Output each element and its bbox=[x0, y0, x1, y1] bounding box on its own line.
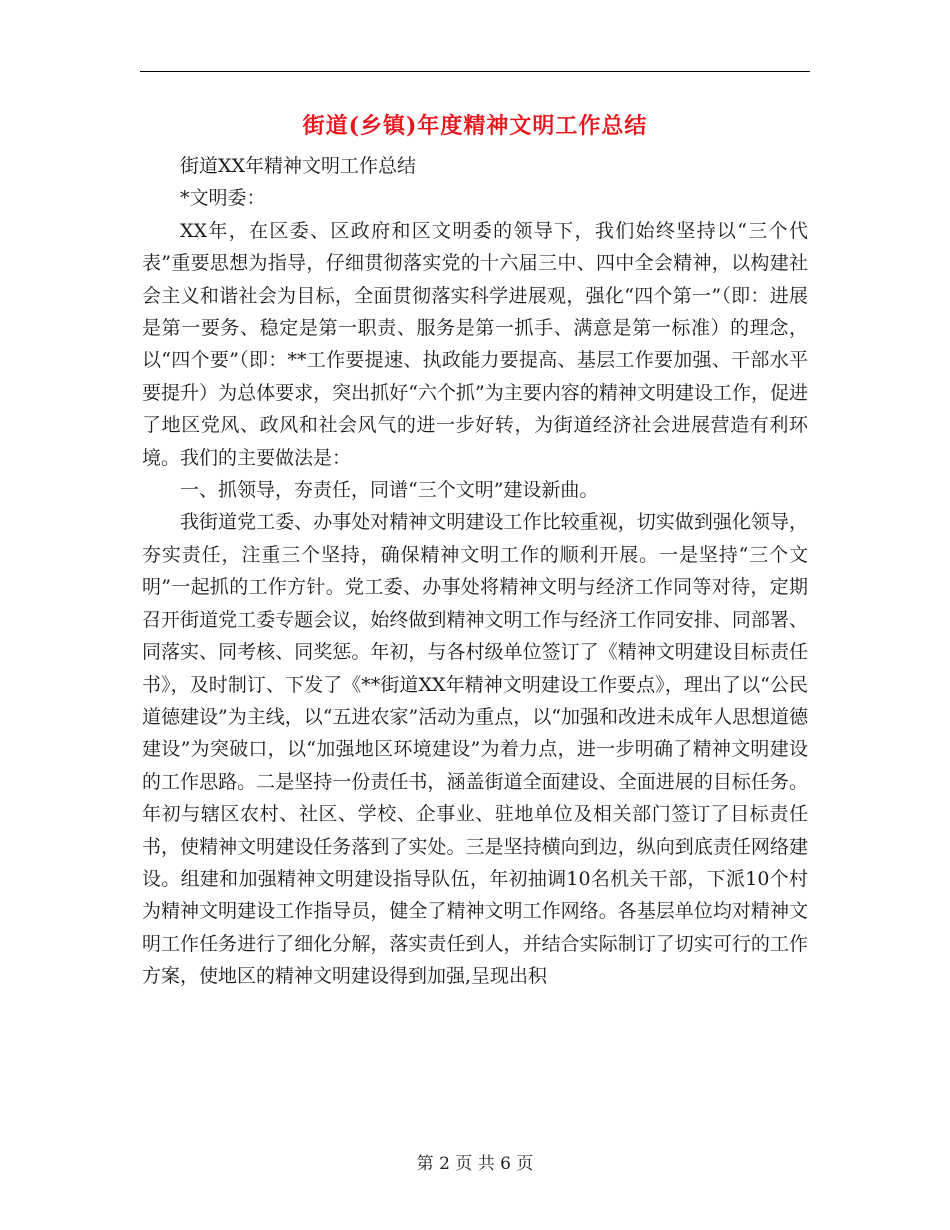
paragraph-section-body: 我街道党工委、办事处对精神文明建设工作比较重视，切实做到强化领导，夯实责任，注重三个坚持，确保精神文明工作的顺利开展。一是坚持“三个文明”一起抓的工作方针。党工委、办事处将精神文明与经济工作同等对待，定期召开街道党工委专题会议，始终做到精神文明工作与经济工作同安排、同部署、同落实、同考核、同奖惩。年初，与各村级单位签订了《精神文明建设目标责任书》，及时制订、下发了《**街道XX年精神文明建设工作要点》，理出了以“公民道德建设”为主线，以“五进农家”活动为重点，以“加强和改进未成年人思想道德建设”为突破口，以“加强地区环境建设”为着力点，进一步明确了精神文明建设的工作思路。二是坚持一份责任书，涵盖街道全面建设、全面进展的目标任务。年初与辖区农村、社区、学校、企事业、驻地单位及相关部门签订了目标责任书，使精神文明建设任务落到了实处。三是坚持横向到边，纵向到底责任网络建设。组建和加强精神文明建设指导队伍，年初抽调10名机关干部，下派10个村为精神文明建设工作指导员，健全了精神文明工作网络。各基层单位均对精神文明工作任务进行了细化分解，落实责任到人，并结合实际制订了切实可行的工作方案，使地区的精神文明建设得到加强,呈现出积 bbox=[142, 511, 808, 988]
total-label-prefix: 共 bbox=[477, 1154, 495, 1174]
page-label-prefix: 第 bbox=[416, 1154, 434, 1174]
paragraph-section-heading: 一、抓领导，夯责任，同谱“三个文明”建设新曲。 bbox=[180, 479, 599, 502]
page-footer bbox=[0, 1152, 950, 1176]
paragraph-intro: XX年，在区委、区政府和区文明委的领导下，我们始终坚持以“三个代表”重要思想为指导，仔细贯彻落实党的十六届三中、四中全会精神，以构建社会主义和谐社会为目标，全面贯彻落实科学进展观，强化“四个第一”（即：进展是第一要务、稳定是第一职责、服务是第一抓手、满意是第一标准）的理念，以“四个要”（即：**工作要提速、执政能力要提高、基层工作要加强、干部水平要提升）为总体要求，突出抓好“六个抓”为主要内容的精神文明建设工作，促进了地区党风、政风和社会风气的进一步好转，为街道经济社会进展营造有利环境。我们的主要做法是： bbox=[142, 219, 808, 469]
total-label-unit: 页 bbox=[516, 1154, 534, 1174]
header-rule bbox=[140, 71, 810, 72]
document-title: 街道(乡镇)年度精神文明工作总结 bbox=[302, 113, 648, 139]
page-number: 2 bbox=[439, 1154, 450, 1174]
page-label-unit: 页 bbox=[455, 1154, 473, 1174]
total-pages: 6 bbox=[500, 1154, 511, 1174]
paragraph-subtitle: 街道XX年精神文明工作总结 bbox=[180, 155, 417, 177]
paragraph-salutation: *文明委： bbox=[180, 187, 266, 210]
document-body bbox=[142, 150, 808, 993]
